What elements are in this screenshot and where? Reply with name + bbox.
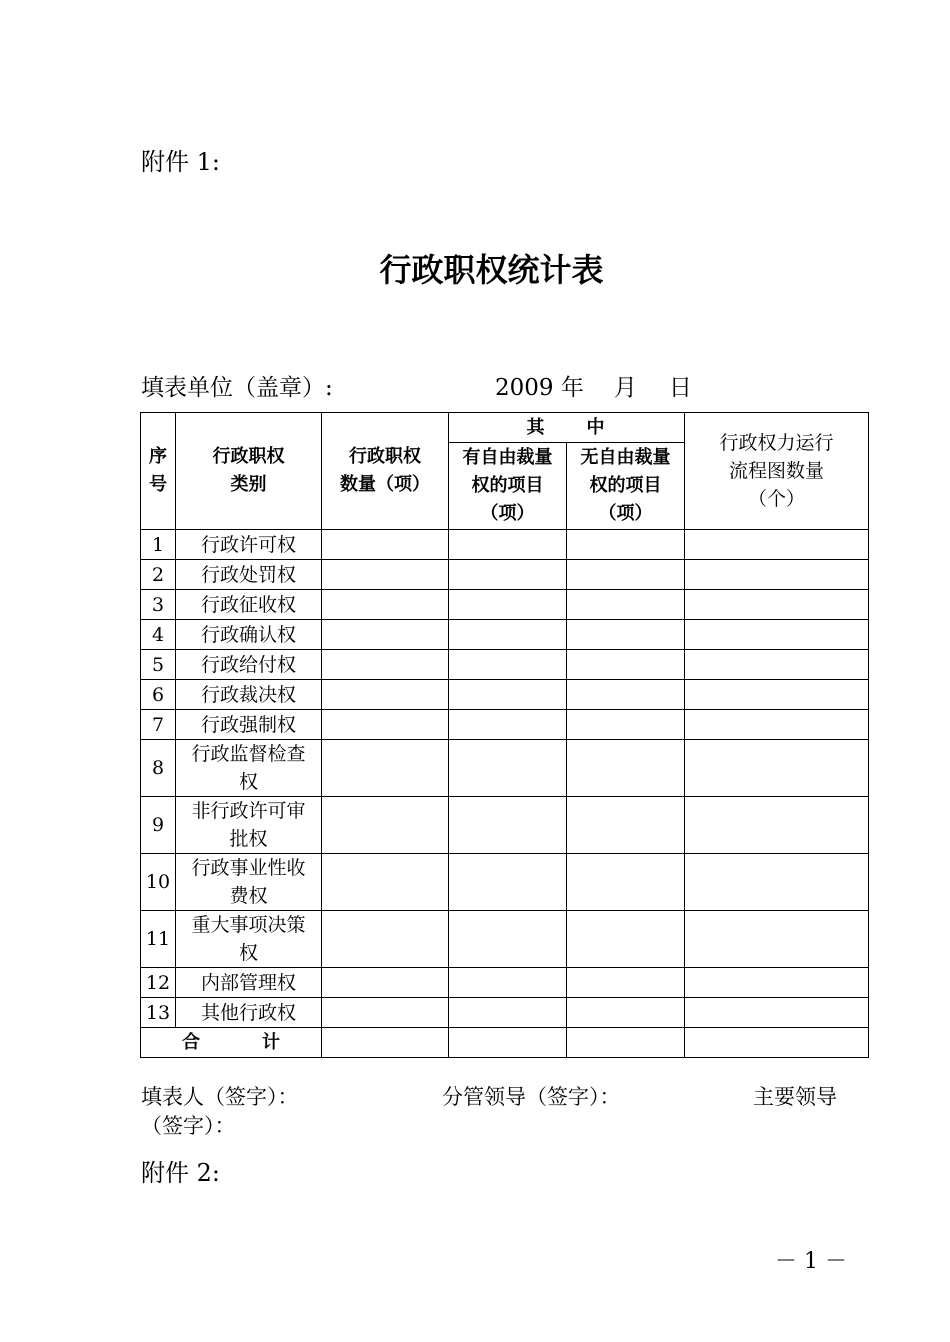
count-cell[interactable] — [322, 854, 449, 911]
fill-unit-label: 填表单位（盖章）: — [141, 375, 333, 401]
row-category: 其他行政权 — [176, 998, 322, 1028]
row-category: 行政征收权 — [176, 590, 322, 620]
table-row — [141, 620, 869, 650]
fill-date — [495, 369, 692, 402]
count-cell[interactable] — [322, 968, 449, 998]
discretionary-cell[interactable] — [449, 560, 567, 590]
table-row — [141, 998, 869, 1028]
row-category: 行政裁决权 — [176, 680, 322, 710]
header-count: 行政职权 数量（项） — [322, 413, 449, 530]
row-number: 13 — [141, 998, 176, 1028]
row-number: 7 — [141, 710, 176, 740]
row-number: 9 — [141, 797, 176, 854]
non-discretionary-cell[interactable] — [567, 854, 685, 911]
header-flowchart-count: 行政权力运行 流程图数量 （个） — [685, 413, 869, 530]
attachment-label-2: 附件 2: — [141, 1159, 220, 1187]
flowchart-cell[interactable] — [685, 620, 869, 650]
date-year: 2009 年 — [495, 375, 584, 401]
header-category: 行政职权 类别 — [176, 413, 322, 530]
flowchart-cell[interactable] — [685, 560, 869, 590]
flowchart-cell[interactable] — [685, 530, 869, 560]
filler-signature-label: 填表人（签字）： — [141, 1085, 299, 1109]
non-discretionary-cell[interactable] — [567, 590, 685, 620]
flowchart-cell[interactable] — [685, 590, 869, 620]
row-category: 行政给付权 — [176, 650, 322, 680]
header-of-which: 其 中 — [449, 413, 685, 443]
non-discretionary-cell[interactable] — [567, 998, 685, 1028]
row-category: 行政事业性收 费权 — [176, 854, 322, 911]
row-category: 内部管理权 — [176, 968, 322, 998]
date-day: 日 — [668, 375, 692, 401]
discretionary-cell[interactable] — [449, 590, 567, 620]
discretionary-cell[interactable] — [449, 680, 567, 710]
row-category: 非行政许可审 批权 — [176, 797, 322, 854]
count-cell[interactable] — [322, 620, 449, 650]
non-discretionary-cell[interactable] — [567, 797, 685, 854]
discretionary-cell[interactable] — [449, 710, 567, 740]
discretionary-cell[interactable] — [449, 911, 567, 968]
flowchart-cell[interactable] — [685, 797, 869, 854]
row-number: 8 — [141, 740, 176, 797]
row-category: 行政许可权 — [176, 530, 322, 560]
table-row — [141, 854, 869, 911]
flowchart-cell[interactable] — [685, 911, 869, 968]
row-category: 行政强制权 — [176, 710, 322, 740]
row-number: 3 — [141, 590, 176, 620]
row-number: 12 — [141, 968, 176, 998]
attachment-label-1: 附件 1: — [141, 148, 220, 176]
total-row — [141, 1028, 869, 1058]
flowchart-cell[interactable] — [685, 680, 869, 710]
row-category: 行政处罚权 — [176, 560, 322, 590]
leader-signature-label: 分管领导（签字）： — [442, 1085, 621, 1109]
row-category: 重大事项决策 权 — [176, 911, 322, 968]
table-row — [141, 650, 869, 680]
non-discretionary-cell[interactable] — [567, 650, 685, 680]
document-title: 行政职权统计表 — [379, 251, 604, 289]
non-discretionary-cell[interactable] — [567, 680, 685, 710]
row-number: 2 — [141, 560, 176, 590]
non-discretionary-cell[interactable] — [567, 710, 685, 740]
table-row — [141, 530, 869, 560]
row-number: 6 — [141, 680, 176, 710]
non-discretionary-cell[interactable] — [567, 530, 685, 560]
non-discretionary-cell[interactable] — [567, 740, 685, 797]
discretionary-cell[interactable] — [449, 740, 567, 797]
row-category: 行政监督检查 权 — [176, 740, 322, 797]
total-flowchart-cell[interactable] — [685, 1028, 869, 1058]
non-discretionary-cell[interactable] — [567, 620, 685, 650]
table-row — [141, 968, 869, 998]
count-cell[interactable] — [322, 560, 449, 590]
header-non-discretionary: 无自由裁量 权的项目 （项） — [567, 443, 685, 530]
row-number: 5 — [141, 650, 176, 680]
flowchart-cell[interactable] — [685, 710, 869, 740]
discretionary-cell[interactable] — [449, 998, 567, 1028]
table-row — [141, 680, 869, 710]
header-index: 序 号 — [141, 413, 176, 530]
row-category: 行政确认权 — [176, 620, 322, 650]
row-number: 4 — [141, 620, 176, 650]
count-cell[interactable] — [322, 797, 449, 854]
date-month: 月 — [613, 375, 637, 401]
count-cell[interactable] — [322, 650, 449, 680]
discretionary-cell[interactable] — [449, 797, 567, 854]
table-row — [141, 590, 869, 620]
count-cell[interactable] — [322, 998, 449, 1028]
main-leader-signature-continuation: （签字）： — [141, 1114, 236, 1138]
discretionary-cell[interactable] — [449, 854, 567, 911]
non-discretionary-cell[interactable] — [567, 560, 685, 590]
total-count-cell[interactable] — [322, 1028, 449, 1058]
count-cell[interactable] — [322, 911, 449, 968]
discretionary-cell[interactable] — [449, 530, 567, 560]
flowchart-cell[interactable] — [685, 998, 869, 1028]
header-discretionary: 有自由裁量 权的项目 （项） — [449, 443, 567, 530]
discretionary-cell[interactable] — [449, 650, 567, 680]
total-non-discretionary-cell[interactable] — [567, 1028, 685, 1058]
count-cell[interactable] — [322, 590, 449, 620]
count-cell[interactable] — [322, 530, 449, 560]
table-row — [141, 710, 869, 740]
total-label: 合 计 — [141, 1028, 322, 1058]
count-cell[interactable] — [322, 710, 449, 740]
count-cell[interactable] — [322, 680, 449, 710]
statistics-table — [140, 412, 869, 1058]
non-discretionary-cell[interactable] — [567, 911, 685, 968]
discretionary-cell[interactable] — [449, 620, 567, 650]
discretionary-cell[interactable] — [449, 968, 567, 998]
row-number: 1 — [141, 530, 176, 560]
main-leader-signature-label: 主要领导 — [753, 1085, 837, 1109]
table-row — [141, 911, 869, 968]
table-row — [141, 740, 869, 797]
count-cell[interactable] — [322, 740, 449, 797]
page-number: － 1 － — [775, 1249, 847, 1274]
row-number: 11 — [141, 911, 176, 968]
flowchart-cell[interactable] — [685, 740, 869, 797]
flowchart-cell[interactable] — [685, 650, 869, 680]
flowchart-cell[interactable] — [685, 854, 869, 911]
header-row-1 — [141, 413, 869, 443]
total-discretionary-cell[interactable] — [449, 1028, 567, 1058]
row-number: 10 — [141, 854, 176, 911]
table-row — [141, 797, 869, 854]
non-discretionary-cell[interactable] — [567, 968, 685, 998]
flowchart-cell[interactable] — [685, 968, 869, 998]
table-row — [141, 560, 869, 590]
